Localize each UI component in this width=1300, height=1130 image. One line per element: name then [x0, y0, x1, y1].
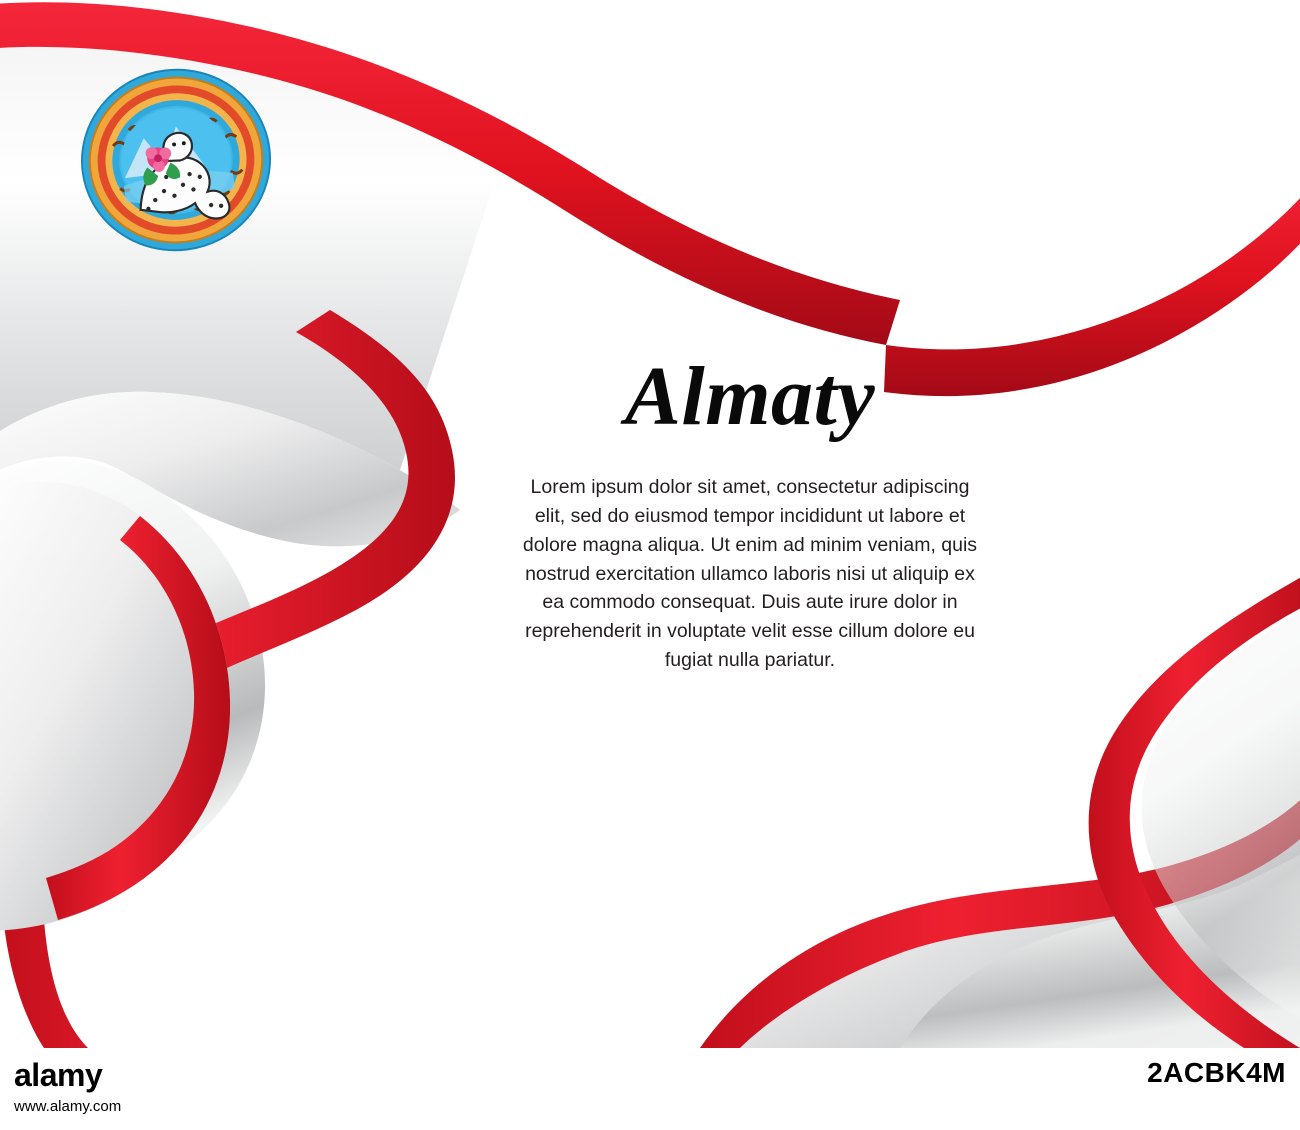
- stock-footer-bar: [0, 1048, 1300, 1130]
- body-paragraph: Lorem ipsum dolor sit amet, consectetur adipiscing elit, sed do eiusmod tempor incididunt ut labore et dolore magna aliqua. Ut enim ad minim veniam, quis nostrud exercitation ullamco laboris nisi ut aliquip ex ea commodo consequat. Duis aute irure dolor in reprehenderit in voluptate velit esse cillum dolore eu fugiat nulla pariatur.: [522, 476, 978, 672]
- emblem-svg: [67, 51, 285, 269]
- page-title: Almaty: [624, 350, 876, 443]
- alamy-logo: alamy: [14, 1057, 103, 1093]
- almaty-coat-of-arms-emblem: [67, 51, 285, 269]
- alamy-image-id: 2ACBK4M: [1147, 1057, 1286, 1088]
- alamy-url: www.alamy.com: [14, 1098, 122, 1115]
- text-block: [430, 350, 1070, 675]
